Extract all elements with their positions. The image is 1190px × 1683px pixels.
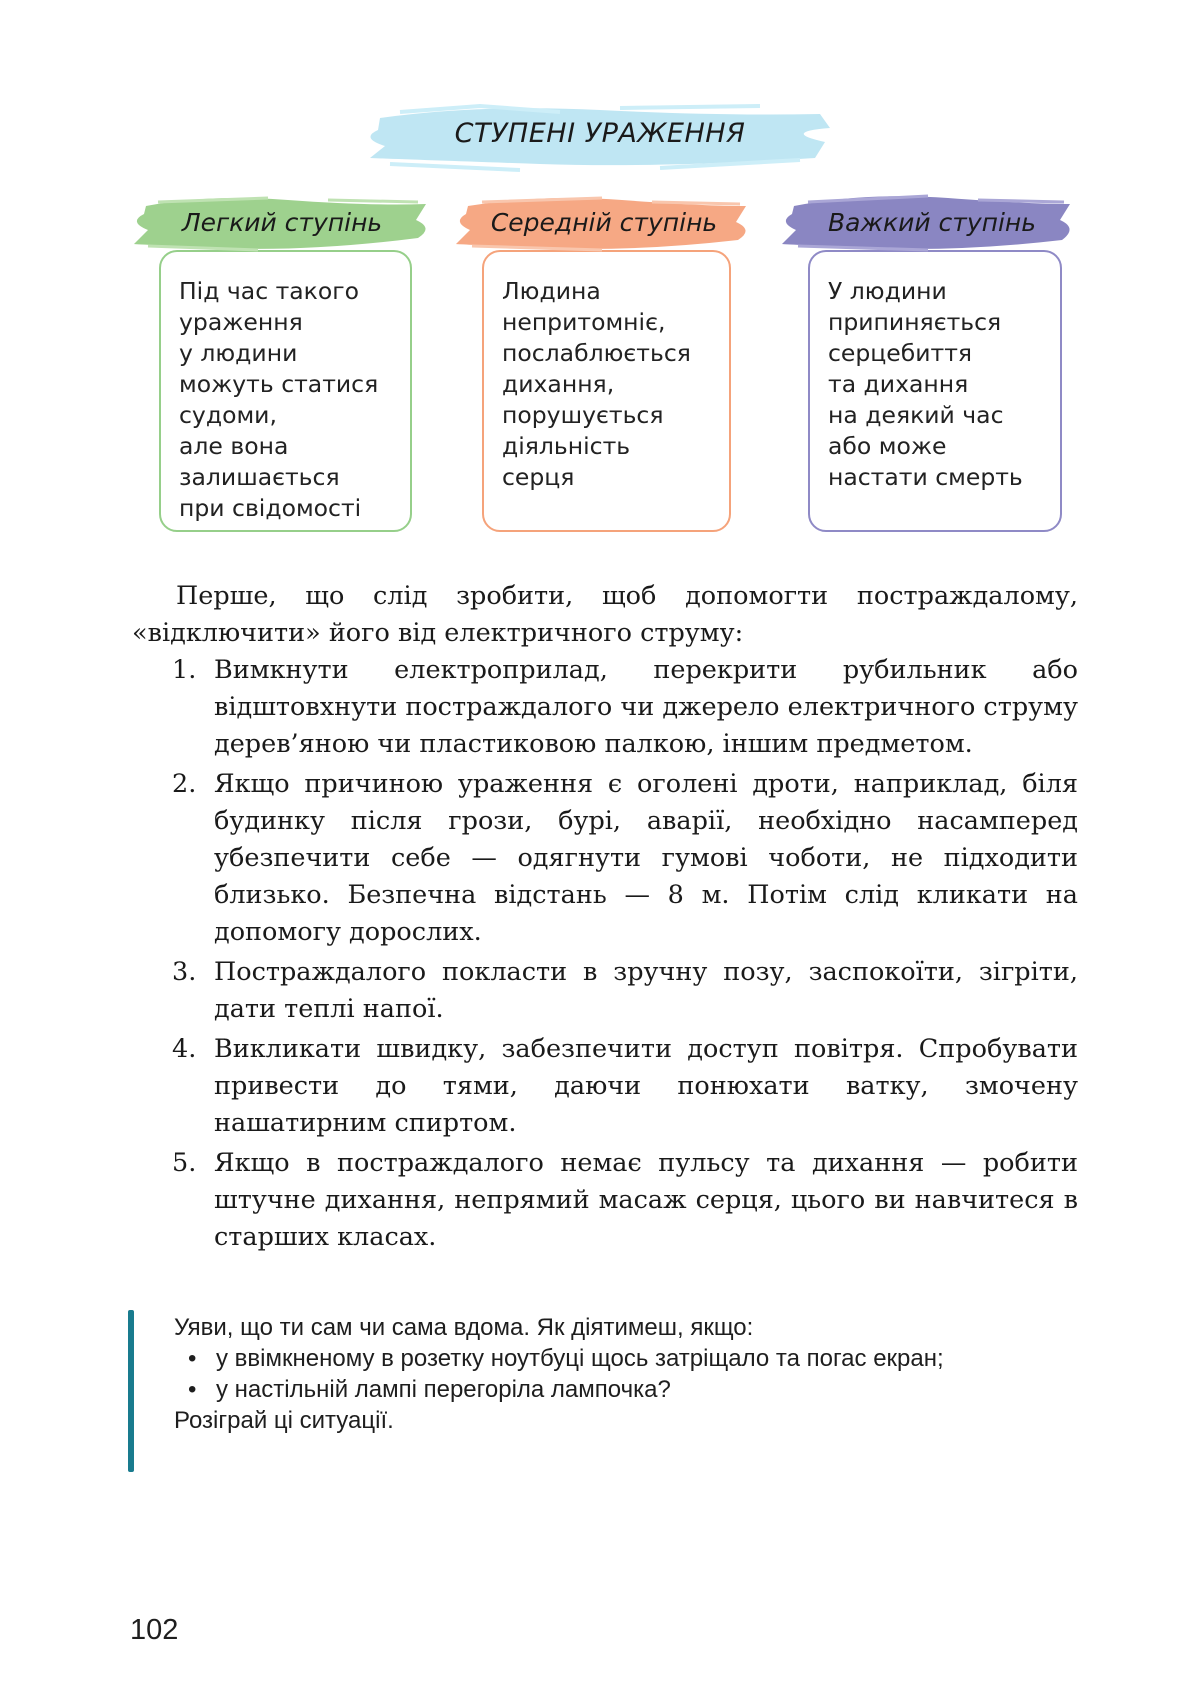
- card-severe-title: Важкий ступінь: [827, 208, 1036, 237]
- bullet-text: у ввімкненому в розетку ноутбуці щось затріщало та погас екран;: [216, 1345, 944, 1372]
- card-mild: [159, 250, 412, 532]
- card-severe-text: У людини припиняється серцебиття та дихання на деякий час або може настати смерть: [828, 277, 1023, 491]
- step-text: Викликати швидку, забезпечити доступ повітря. Спробувати привести до тями, даючи понюхати ватку, змочену нашатирним спиртом.: [214, 1034, 1078, 1138]
- step-text: Якщо в постраждалого немає пульсу та дихання — робити штучне дихання, непрямий масаж серця, цього ви навчитеся в старших класах.: [214, 1148, 1078, 1252]
- list-item: [132, 766, 1078, 951]
- card-mild-text: Під час такого ураження у людини можуть статися судоми, але вона залишається при свідомості: [179, 277, 379, 522]
- page-number: 102: [130, 1614, 179, 1646]
- step-number: 5.: [172, 1148, 197, 1178]
- list-item: [132, 1145, 1078, 1256]
- card-medium-title: Середній ступінь: [490, 208, 718, 237]
- step-number: 3.: [172, 957, 197, 987]
- bullet-text: у настільній лампі перегоріла лампочка?: [216, 1376, 671, 1403]
- task-accent-bar: [128, 1310, 134, 1472]
- steps-list: [132, 652, 1078, 1256]
- task-bullets: [174, 1343, 1078, 1405]
- task-box: [174, 1312, 1078, 1436]
- list-item: [174, 1374, 1078, 1405]
- step-number: 2.: [172, 769, 197, 799]
- step-text: Вимкнути електроприлад, перекрити рубильник або відштовхнути постраждалого чи джерело електричного струму дерев’яною чи пластиковою палкою, іншим предметом.: [214, 655, 1078, 759]
- task-lead: Уяви, що ти сам чи сама вдома. Як діятимеш, якщо:: [174, 1314, 754, 1341]
- step-text: Якщо причиною ураження є оголені дроти, наприклад, біля будинку після грози, бурі, аварії, необхідно насамперед убезпечити себе — одягнути гумові чоботи, не підходити близько. Безпечна відстань — 8 м. Потім слід кликати на допомогу дорослих.: [214, 769, 1078, 947]
- card-severe: [808, 250, 1062, 532]
- main-text: [132, 578, 1078, 1259]
- list-item: [132, 652, 1078, 763]
- card-medium-text: Людина непритомніє, послаблюється дихання, порушується діяльність серця: [502, 277, 691, 491]
- card-medium: [482, 250, 731, 532]
- step-text: Постраждалого покласти в зручну позу, заспокоїти, зігріти, дати теплі напої.: [214, 957, 1078, 1024]
- list-item: [132, 954, 1078, 1028]
- list-item: [132, 1031, 1078, 1142]
- bullet-icon: •: [188, 1345, 197, 1372]
- task-closing: Розіграй ці ситуації.: [174, 1407, 394, 1434]
- bullet-icon: •: [188, 1376, 197, 1403]
- step-number: 4.: [172, 1034, 197, 1064]
- banner-title: СТУПЕНІ УРАЖЕННЯ: [454, 118, 746, 149]
- step-number: 1.: [172, 655, 197, 685]
- intro-paragraph: Перше, що слід зробити, щоб допомогти постраждалому, «відключити» його від електричного струму:: [132, 581, 1078, 648]
- list-item: [174, 1343, 1078, 1374]
- card-mild-title: Легкий ступінь: [181, 208, 383, 237]
